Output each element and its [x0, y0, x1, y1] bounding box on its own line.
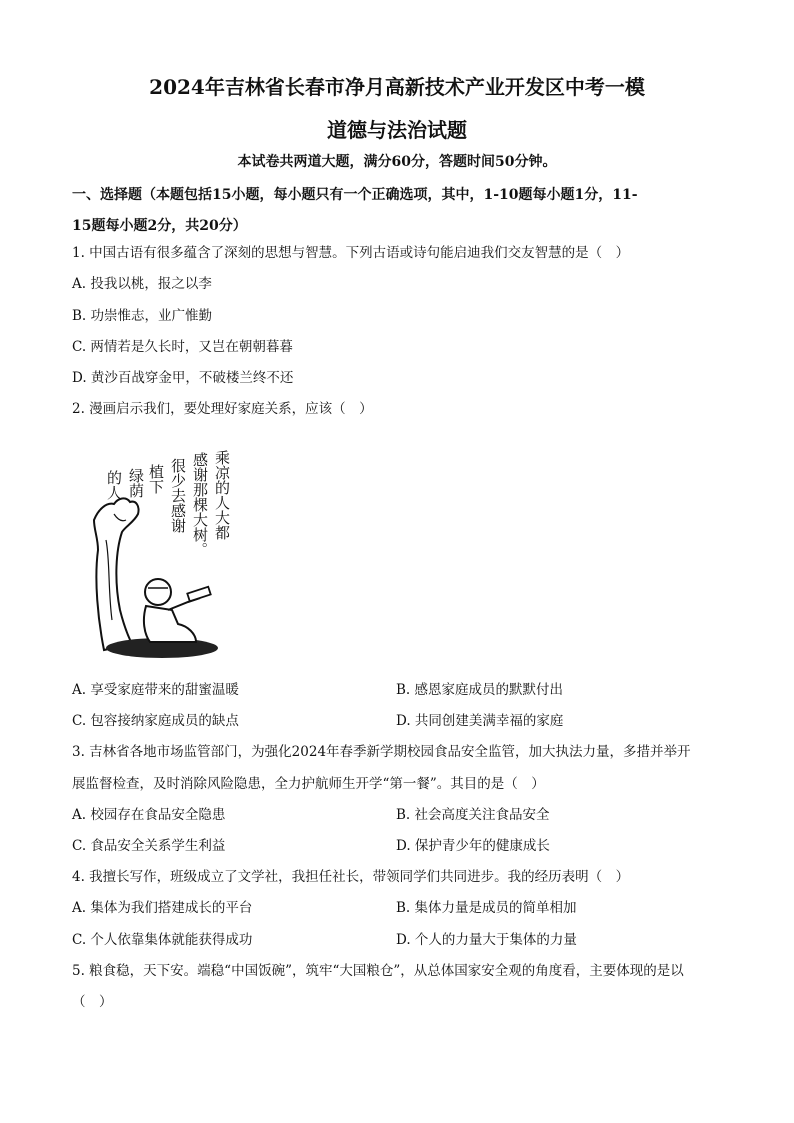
- cartoon-text-col4: 植下: [147, 464, 165, 494]
- cartoon-text-col1: 乘凉的人大都: [213, 450, 231, 540]
- question-3-option-a: A. 校园存在食品安全隐患: [72, 807, 226, 823]
- question-3-option-b: B. 社会高度关注食品安全: [396, 807, 550, 823]
- question-3-stem-line2: 展监督检查，及时消除风险隐患，全力护航师生开学“第一餐”。其目的是（ ）: [72, 776, 545, 792]
- question-5-stem-line2: （ ）: [72, 994, 113, 1010]
- cartoon-text-col2: 感谢那棵大树。: [191, 452, 209, 557]
- section-heading: [72, 180, 722, 242]
- man-body-icon: [144, 606, 196, 642]
- cartoon-text-col6: 的人: [105, 470, 123, 500]
- question-4-option-b: B. 集体力量是成员的简单相加: [396, 900, 577, 916]
- question-4-option-c: C. 个人依靠集体就能获得成功: [72, 932, 253, 948]
- bottle-icon: [187, 587, 210, 601]
- question-1-option-c: C. 两情若是久长时，又岂在朝朝暮暮: [72, 339, 293, 355]
- section-heading-line2: 15题每小题2分，共20分）: [72, 218, 247, 234]
- section-heading-line1: 一、选择题（本题包括15小题，每小题只有一个正确选项，其中，1-10题每小题1分，11-: [72, 187, 638, 203]
- question-1-stem: 1. 中国古语有很多蕴含了深刻的思想与智慧。下列古语或诗句能启迪我们交友智慧的是（ ）: [72, 245, 630, 261]
- question-2-option-d: D. 共同创建美满幸福的家庭: [396, 713, 564, 729]
- tree-trunk-icon: [94, 498, 139, 650]
- man-head-icon: [145, 579, 171, 605]
- question-4-stem: 4. 我擅长写作，班级成立了文学社，我担任社长，带领同学们共同进步。我的经历表明（ ）: [72, 869, 630, 885]
- question-2-option-a: A. 享受家庭带来的甜蜜温暖: [72, 682, 239, 698]
- cartoon-image: [84, 430, 234, 666]
- question-1-option-b: B. 功崇惟志，业广惟勤: [72, 308, 213, 324]
- cartoon-text-col5: 绿荫: [127, 468, 145, 498]
- question-1-option-d: D. 黄沙百战穿金甲，不破楼兰终不还: [72, 370, 294, 386]
- cartoon-illustration: [84, 430, 234, 666]
- question-3-option-c: C. 食品安全关系学生利益: [72, 838, 226, 854]
- cartoon-text-col3: 很少去感谢: [169, 458, 187, 533]
- question-2-stem: 2. 漫画启示我们，要处理好家庭关系，应该（ ）: [72, 401, 373, 417]
- question-2-option-c: C. 包容接纳家庭成员的缺点: [72, 713, 239, 729]
- exam-title: 2024年吉林省长春市净月高新技术产业开发区中考一模: [149, 75, 645, 99]
- question-5-stem-line1: 5. 粮食稳，天下安。端稳“中国饭碗”，筑牢“大国粮仓”，从总体国家安全观的角度看，主要体现的是以: [72, 963, 684, 979]
- question-3-option-d: D. 保护青少年的健康成长: [396, 838, 550, 854]
- exam-intro: 本试卷共两道大题，满分60分，答题时间50分钟。: [237, 154, 557, 170]
- question-3-stem-line1: 3. 吉林省各地市场监管部门，为强化2024年春季新学期校园食品安全监管，加大执法力量，多措并举开: [72, 744, 691, 760]
- exam-subtitle: 道德与法治试题: [327, 118, 467, 142]
- question-2-option-b: B. 感恩家庭成员的默默付出: [396, 682, 564, 698]
- question-4-option-d: D. 个人的力量大于集体的力量: [396, 932, 577, 948]
- question-4-option-a: A. 集体为我们搭建成长的平台: [72, 900, 253, 916]
- question-1-option-a: A. 投我以桃，报之以李: [72, 276, 212, 292]
